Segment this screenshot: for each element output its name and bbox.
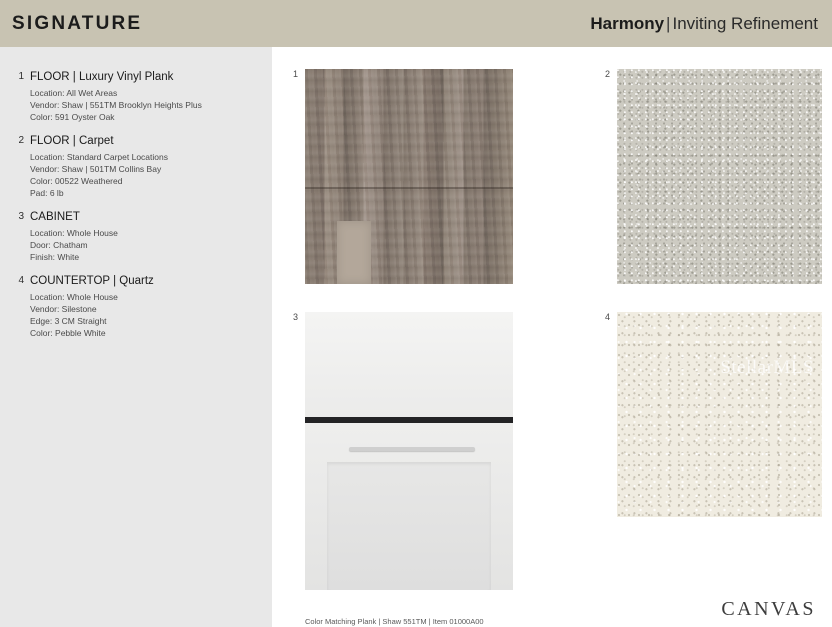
- luxury-vinyl-plank-swatch: [293, 69, 513, 284]
- spec-number: 2: [18, 135, 24, 146]
- collection-name: Harmony: [590, 13, 665, 33]
- spec-detail-edge: Edge: 3 CM Straight: [30, 316, 107, 326]
- spec-item-floor-carpet: [8, 135, 262, 199]
- swatch-image: [617, 69, 822, 284]
- spec-title: FLOOR | Luxury Vinyl Plank: [30, 71, 174, 83]
- spec-detail-vendor: Vendor: Shaw | 551TM Brooklyn Heights Plus: [30, 100, 202, 110]
- spec-title: CABINET: [30, 211, 80, 223]
- plank-seam: [305, 187, 513, 189]
- spec-number: 4: [18, 275, 24, 286]
- spec-item-countertop: [8, 275, 262, 339]
- cabinet-recessed-panel: [327, 462, 491, 590]
- specification-sidebar: [0, 47, 272, 627]
- cabinet-door-swatch: [293, 312, 513, 590]
- spec-detail-door: Door: Chatham: [30, 240, 88, 250]
- watermark-text: StellarMLS: [720, 357, 814, 378]
- swatch-number: 2: [605, 69, 611, 79]
- cabinet-pull-handle: [349, 447, 475, 451]
- swatch-image: [305, 312, 513, 590]
- collection-title: [590, 14, 818, 34]
- spec-detail-location: Location: All Wet Areas: [30, 88, 118, 98]
- cabinet-upper-drawer: [305, 312, 513, 417]
- swatch-grid: [272, 47, 832, 627]
- page-header: [0, 0, 832, 47]
- spec-detail-color: Color: Pebble White: [30, 328, 106, 338]
- swatch-number: 3: [293, 312, 299, 322]
- spec-title: FLOOR | Carpet: [30, 135, 114, 147]
- spec-item-floor-lvp: [8, 71, 262, 123]
- spec-number: 3: [18, 211, 24, 222]
- spec-title: COUNTERTOP | Quartz: [30, 275, 154, 287]
- spec-detail-pad: Pad: 6 lb: [30, 188, 64, 198]
- spec-detail-color: Color: 00522 Weathered: [30, 176, 123, 186]
- spec-number: 1: [18, 71, 24, 82]
- quartz-countertop-swatch: [605, 312, 822, 517]
- carpet-swatch: [605, 69, 822, 284]
- spec-detail-finish: Finish: White: [30, 252, 80, 262]
- spec-detail-location: Location: Whole House: [30, 292, 118, 302]
- spec-detail-vendor: Vendor: Shaw | 501TM Collins Bay: [30, 164, 162, 174]
- plank-highlight: [337, 221, 371, 284]
- header-separator: |: [666, 13, 671, 33]
- spec-detail-vendor: Vendor: Silestone: [30, 304, 97, 314]
- spec-item-cabinet: [8, 211, 262, 263]
- spec-detail-location: Location: Standard Carpet Locations: [30, 152, 168, 162]
- footnote-text: Color Matching Plank | Shaw 551TM | Item 01000A00: [305, 617, 484, 626]
- spec-detail-location: Location: Whole House: [30, 228, 118, 238]
- collection-tagline: Inviting Refinement: [672, 13, 818, 33]
- swatch-image: [305, 69, 513, 284]
- swatch-number: 4: [605, 312, 611, 322]
- swatch-number: 1: [293, 69, 299, 79]
- canvas-logo: CANVAS: [721, 598, 816, 620]
- brand-title: SIGNATURE: [12, 12, 143, 34]
- swatch-image: [617, 312, 822, 517]
- spec-detail-color: Color: 591 Oyster Oak: [30, 112, 115, 122]
